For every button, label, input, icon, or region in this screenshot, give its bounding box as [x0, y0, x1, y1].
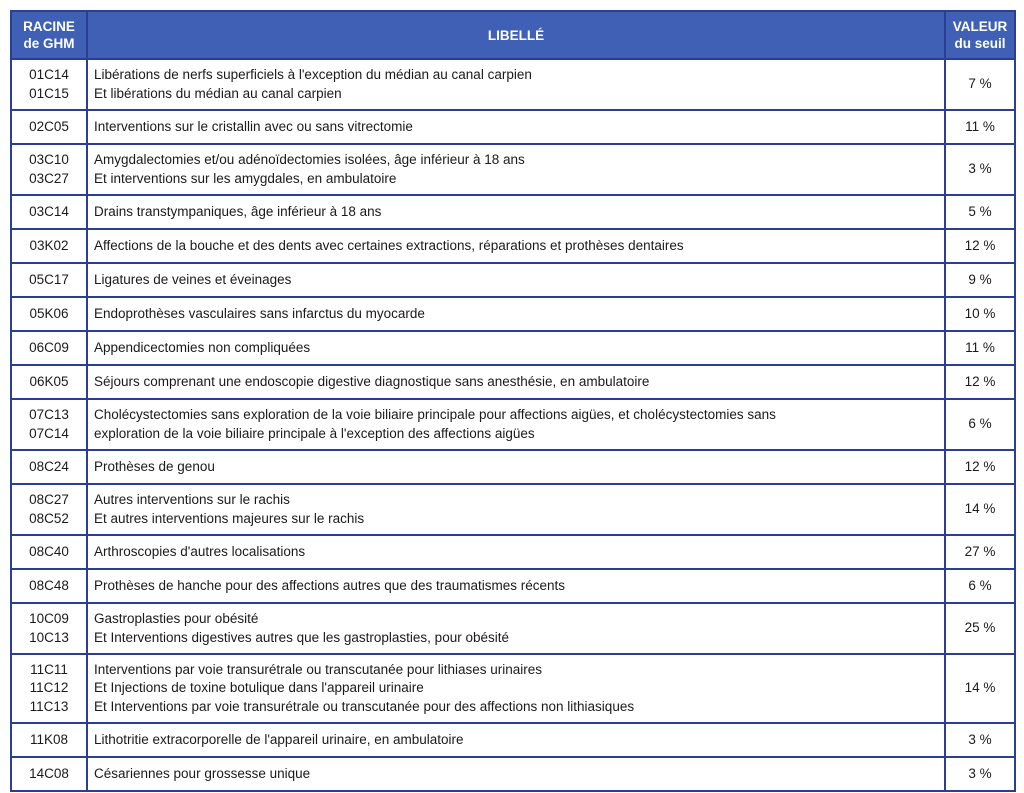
- libelle-cell: [87, 110, 945, 144]
- libelle-line: Libérations de nerfs superficiels à l'exception du médian au canal carpien: [94, 67, 532, 83]
- header-racine-ghm: [11, 11, 87, 59]
- ghm-code: 03C27: [29, 170, 69, 186]
- libelle-line: Autres interventions sur le rachis: [94, 492, 290, 508]
- table-row: [11, 484, 1015, 535]
- ghm-code: 07C14: [29, 425, 69, 441]
- header-valeur-line-1: VALEUR: [952, 19, 1008, 34]
- threshold-value: 3 %: [945, 144, 1015, 195]
- libelle-line: Arthroscopies d'autres localisations: [94, 543, 306, 559]
- libelle-line: Prothèses de genou: [94, 458, 215, 474]
- ghm-code: 10C09: [29, 611, 69, 627]
- table-row: [11, 229, 1015, 263]
- ghm-code-cell: [11, 603, 87, 654]
- libelle-cell: [87, 535, 945, 569]
- libelle-line: Et Interventions par voie transurétrale ou transcutanée pour des affections non lithiasiques: [94, 698, 635, 714]
- table-row: [11, 144, 1015, 195]
- ghm-code: 02C05: [29, 118, 69, 134]
- table-row: [11, 723, 1015, 757]
- table-row: [11, 331, 1015, 365]
- ghm-code: 11C13: [29, 698, 69, 714]
- libelle-cell: [87, 450, 945, 484]
- threshold-value: 11 %: [945, 110, 1015, 144]
- table-row: [11, 569, 1015, 603]
- header-valeur-line-2: du seuil: [954, 36, 1006, 51]
- libelle-line: Gastroplasties pour obésité: [94, 611, 259, 627]
- libelle-line: Endoprothèses vasculaires sans infarctus du myocarde: [94, 305, 425, 321]
- ghm-code: 01C15: [29, 85, 69, 101]
- ghm-code-cell: [11, 757, 87, 791]
- libelle-line: Et interventions sur les amygdales, en ambulatoire: [94, 170, 397, 186]
- ghm-code: 05K06: [29, 305, 69, 321]
- libelle-line: Cholécystectomies sans exploration de la voie biliaire principale pour affections aigües, et cholécystectomies sans: [94, 407, 776, 423]
- libelle-cell: [87, 399, 945, 450]
- libelle-line: Et libérations du médian au canal carpien: [94, 85, 342, 101]
- ghm-code-cell: [11, 535, 87, 569]
- ghm-code-cell: [11, 450, 87, 484]
- threshold-value: 12 %: [945, 365, 1015, 399]
- libelle-cell: [87, 569, 945, 603]
- libelle-line: Prothèses de hanche pour des affections autres que des traumatismes récents: [94, 577, 566, 593]
- threshold-value: 6 %: [945, 399, 1015, 450]
- threshold-value: 14 %: [945, 484, 1015, 535]
- libelle-cell: [87, 59, 945, 110]
- libelle-line: Interventions sur le cristallin avec ou sans vitrectomie: [94, 118, 413, 134]
- table-row: [11, 757, 1015, 791]
- ghm-code: 06C09: [29, 339, 69, 355]
- ghm-code: 03C10: [29, 152, 69, 168]
- threshold-value: 3 %: [945, 757, 1015, 791]
- ghm-code-cell: [11, 59, 87, 110]
- libelle-line: Drains transtympaniques, âge inférieur à 18 ans: [94, 203, 382, 219]
- libelle-cell: [87, 484, 945, 535]
- ghm-code-cell: [11, 484, 87, 535]
- ghm-code: 01C14: [29, 67, 69, 83]
- ghm-code-cell: [11, 399, 87, 450]
- threshold-value: 7 %: [945, 59, 1015, 110]
- libelle-line: Interventions par voie transurétrale ou transcutanée pour lithiases urinaires: [94, 662, 542, 678]
- ghm-code-cell: [11, 569, 87, 603]
- header-libelle: LIBELLÉ: [87, 11, 945, 59]
- libelle-line: Affections de la bouche et des dents avec certaines extractions, réparations et prothèses dentaires: [94, 237, 684, 253]
- libelle-line: Ligatures de veines et éveinages: [94, 271, 292, 287]
- libelle-cell: [87, 331, 945, 365]
- threshold-value: 11 %: [945, 331, 1015, 365]
- ghm-code-cell: [11, 297, 87, 331]
- ghm-code: 11K08: [29, 731, 69, 747]
- libelle-cell: [87, 757, 945, 791]
- ghm-code-cell: [11, 723, 87, 757]
- libelle-line: Lithotritie extracorporelle de l'appareil urinaire, en ambulatoire: [94, 731, 464, 747]
- libelle-line: Et autres interventions majeures sur le rachis: [94, 510, 365, 526]
- libelle-cell: [87, 654, 945, 723]
- ghm-code-cell: [11, 331, 87, 365]
- header-row: [11, 11, 1015, 59]
- ghm-code: 06K05: [29, 373, 69, 389]
- ghm-code: 08C48: [29, 577, 69, 593]
- ghm-code: 08C52: [29, 510, 69, 526]
- libelle-cell: [87, 603, 945, 654]
- ghm-code: 03K02: [29, 237, 69, 253]
- libelle-cell: [87, 297, 945, 331]
- ghm-code-cell: [11, 110, 87, 144]
- table-row: [11, 365, 1015, 399]
- ghm-code: 14C08: [29, 765, 69, 781]
- libelle-line: Et Injections de toxine botulique dans l'appareil urinaire: [94, 680, 424, 696]
- table-body: [11, 59, 1015, 791]
- ghm-code-cell: [11, 654, 87, 723]
- threshold-value: 12 %: [945, 450, 1015, 484]
- table-row: [11, 603, 1015, 654]
- table-row: [11, 654, 1015, 723]
- ghm-code: 11C11: [30, 662, 68, 678]
- ghm-code-cell: [11, 144, 87, 195]
- ghm-code: 11C12: [29, 680, 69, 696]
- table-row: [11, 450, 1015, 484]
- libelle-cell: [87, 365, 945, 399]
- threshold-value: 12 %: [945, 229, 1015, 263]
- libelle-line: Appendicectomies non compliquées: [94, 339, 311, 355]
- libelle-cell: [87, 144, 945, 195]
- ghm-code: 07C13: [29, 407, 69, 423]
- libelle-cell: [87, 263, 945, 297]
- table-row: [11, 297, 1015, 331]
- ghm-code: 08C27: [29, 492, 69, 508]
- ghm-code: 08C40: [29, 543, 69, 559]
- table-row: [11, 110, 1015, 144]
- threshold-value: 14 %: [945, 654, 1015, 723]
- threshold-value: 10 %: [945, 297, 1015, 331]
- ghm-code-cell: [11, 195, 87, 229]
- libelle-line: Séjours comprenant une endoscopie digestive diagnostique sans anesthésie, en ambulatoire: [94, 373, 650, 389]
- libelle-cell: [87, 195, 945, 229]
- table-header: [11, 11, 1015, 59]
- libelle-line: exploration de la voie biliaire principale à l'exception des affections aigües: [94, 425, 535, 441]
- header-valeur-seuil: [945, 11, 1015, 59]
- threshold-value: 3 %: [945, 723, 1015, 757]
- ghm-code: 10C13: [29, 629, 69, 645]
- table-row: [11, 59, 1015, 110]
- threshold-value: 9 %: [945, 263, 1015, 297]
- ghm-threshold-table: [10, 10, 1016, 792]
- table-row: [11, 399, 1015, 450]
- ghm-code-cell: [11, 229, 87, 263]
- header-racine-line-1: RACINE: [23, 19, 75, 34]
- header-racine-line-2: de GHM: [23, 36, 75, 51]
- ghm-code-cell: [11, 263, 87, 297]
- ghm-code: 08C24: [29, 458, 69, 474]
- ghm-code: 03C14: [29, 203, 69, 219]
- libelle-line: Césariennes pour grossesse unique: [94, 765, 311, 781]
- libelle-cell: [87, 229, 945, 263]
- libelle-line: Et Interventions digestives autres que les gastroplasties, pour obésité: [94, 629, 509, 645]
- ghm-code-cell: [11, 365, 87, 399]
- threshold-value: 6 %: [945, 569, 1015, 603]
- table-row: [11, 195, 1015, 229]
- table-row: [11, 263, 1015, 297]
- threshold-value: 27 %: [945, 535, 1015, 569]
- ghm-code: 05C17: [29, 271, 69, 287]
- libelle-cell: [87, 723, 945, 757]
- threshold-value: 5 %: [945, 195, 1015, 229]
- libelle-line: Amygdalectomies et/ou adénoïdectomies isolées, âge inférieur à 18 ans: [94, 152, 525, 168]
- threshold-value: 25 %: [945, 603, 1015, 654]
- table-row: [11, 535, 1015, 569]
